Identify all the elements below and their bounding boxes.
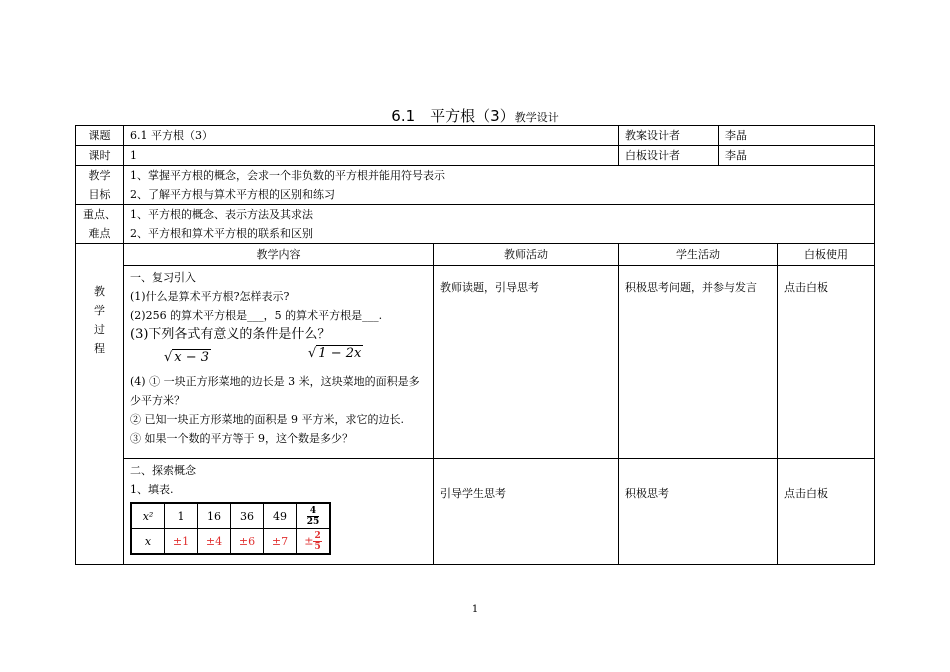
sqrt-expression-2: √ 1 − 2x — [308, 346, 362, 361]
board-designer-value: 李晶 — [719, 146, 875, 166]
row-goals — [76, 166, 875, 205]
fill-table — [130, 502, 331, 555]
keypoints-content — [124, 205, 875, 244]
goals-content — [124, 166, 875, 205]
column-content-header: 教学内容 — [124, 244, 434, 266]
column-board-header: 白板使用 — [778, 244, 875, 266]
fill-table-cell-fraction: $\frac{4}{25}$ — [297, 503, 331, 529]
keypoints-label: 重点、 难点 — [76, 205, 124, 244]
review-question-6: ③ 如果一个数的平方等于 9，这个数是多少？ — [130, 432, 353, 445]
fill-table-cell: 49 — [264, 503, 297, 529]
board-usage-1: 点击白板 — [778, 266, 875, 459]
column-teacher-header: 教师活动 — [434, 244, 619, 266]
teacher-activity-1: 教师读题，引导思考 — [434, 266, 619, 459]
designer-value: 李晶 — [719, 126, 875, 146]
explore-content — [124, 459, 434, 565]
fill-table-answer: ±7 — [264, 529, 297, 555]
keypoint-item: 1、平方根的概念、表示方法及其求法 — [130, 208, 313, 221]
row-keypoints — [76, 205, 875, 244]
review-question-5: ② 已知一块正方形菜地的面积是 9 平方米，求它的边长. — [130, 413, 404, 426]
topic-label: 课题 — [76, 126, 124, 146]
fill-table-row-root — [131, 529, 330, 555]
process-row-explore — [76, 459, 875, 565]
title-main: 6.1 平方根（3） — [391, 107, 515, 125]
review-question: (1)什么是算术平方根?怎样表示? — [130, 290, 290, 303]
review-content — [124, 266, 434, 459]
sqrt-expressions — [130, 344, 427, 372]
row-period — [76, 146, 875, 166]
teacher-activity-2: 引导学生思考 — [434, 459, 619, 565]
student-activity-1: 积极思考问题，并参与发言 — [619, 266, 778, 459]
fill-table-cell: 36 — [231, 503, 264, 529]
title-sub: 教学设计 — [514, 111, 559, 124]
board-usage-2: 点击白板 — [778, 459, 875, 565]
review-question-4: (4) ① 一块正方形菜地的边长是 3 米，这块菜地的面积是多少平方米？ — [130, 375, 420, 407]
fill-table-answer: ±6 — [231, 529, 264, 555]
fill-table-answer: ±4 — [198, 529, 231, 555]
review-question: (2)256 的算术平方根是___，5 的算术平方根是___. — [130, 309, 383, 322]
topic-value: 6.1 平方根（3） — [124, 126, 619, 146]
process-label: 教 学 过 程 — [76, 244, 124, 565]
fill-table-row-square — [131, 503, 330, 529]
board-designer-label: 白板设计者 — [619, 146, 719, 166]
sqrt-expression-1: √ x − 3 — [164, 350, 210, 365]
section-heading: 一、复习引入 — [130, 271, 196, 284]
student-activity-2: 积极思考 — [619, 459, 778, 565]
lesson-plan-table — [75, 125, 875, 565]
goal-item: 2、了解平方根与算术平方根的区别和练习 — [130, 188, 335, 201]
row-topic — [76, 126, 875, 146]
fill-table-answer-fraction: ± $\frac{2}{5}$ — [297, 529, 331, 555]
column-student-header: 学生活动 — [619, 244, 778, 266]
period-label: 课时 — [76, 146, 124, 166]
section-heading: 二、探索概念 — [130, 464, 196, 477]
fill-table-cell: 1 — [165, 503, 198, 529]
designer-label: 教案设计者 — [619, 126, 719, 146]
page-number: 1 — [471, 604, 479, 615]
period-value: 1 — [124, 146, 619, 166]
process-row-review — [76, 266, 875, 459]
fill-table-label: x² — [131, 503, 165, 529]
review-question-3: (3)下列各式有意义的条件是什么？ — [130, 327, 331, 342]
goals-label: 教学 目标 — [76, 166, 124, 205]
process-header-row — [76, 244, 875, 266]
keypoint-item: 2、平方根和算术平方根的联系和区别 — [130, 227, 313, 240]
goal-item: 1、掌握平方根的概念，会求一个非负数的平方根并能用符号表示 — [130, 169, 445, 182]
fill-table-cell: 16 — [198, 503, 231, 529]
section-subheading: 1、填表. — [130, 483, 174, 496]
fill-table-answer: ±1 — [165, 529, 198, 555]
fill-table-label: x — [131, 529, 165, 555]
